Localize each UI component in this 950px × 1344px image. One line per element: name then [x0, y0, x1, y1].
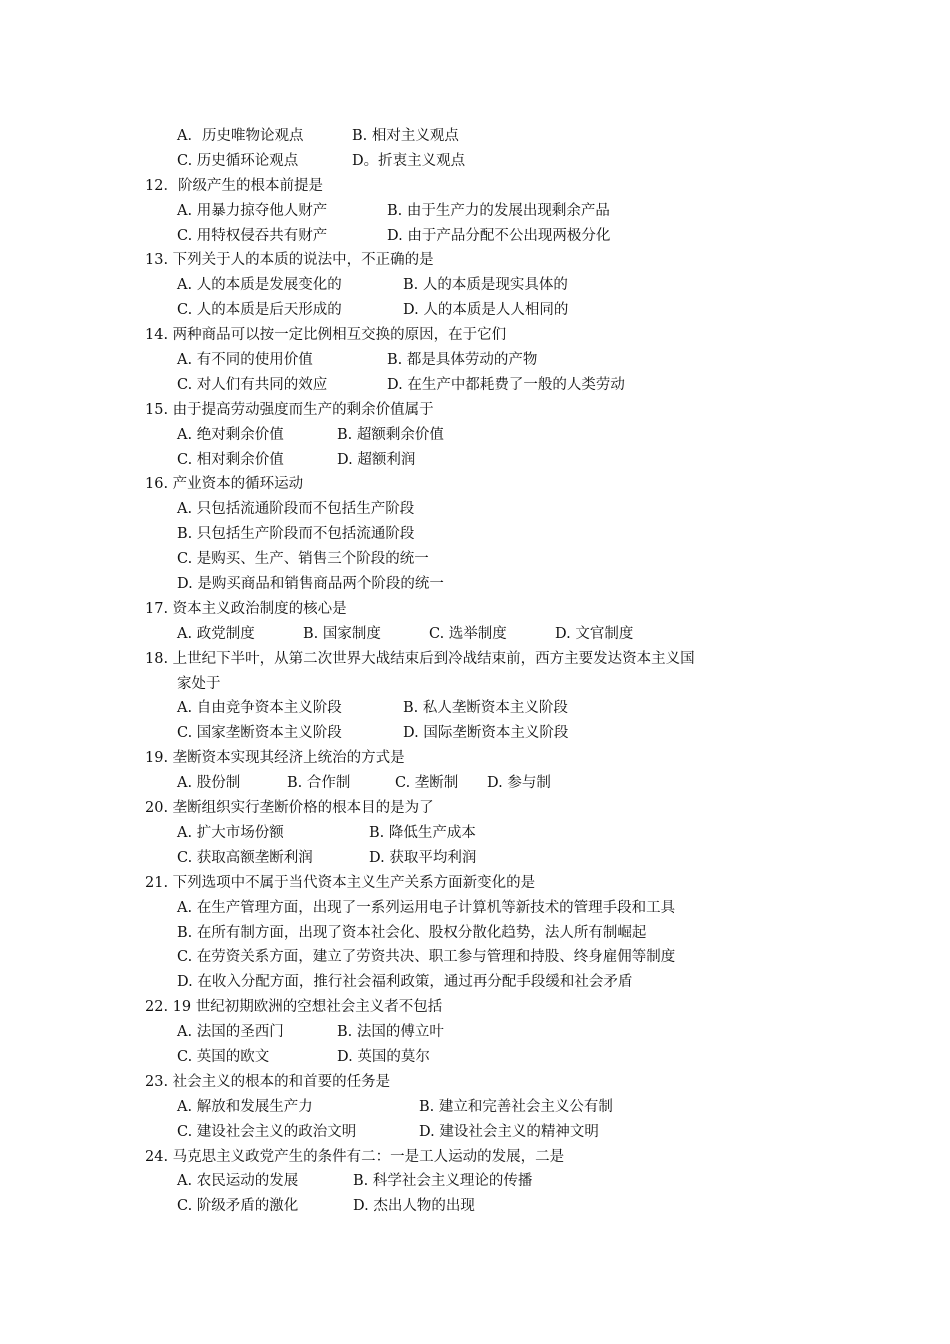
option-row — [145, 298, 805, 323]
option-row — [145, 1095, 805, 1120]
answer-option: A. 自由竞争资本主义阶段 — [177, 700, 342, 717]
answer-option: A. 在生产管理方面，出现了一系列运用电子计算机等新技术的管理手段和工具 — [177, 899, 676, 916]
answer-option: A. 扩大市场份额 — [177, 824, 284, 841]
answer-option: B. 超额剩余价值 — [337, 426, 444, 443]
option-row — [145, 1020, 805, 1045]
answer-option: C. 获取高额垄断利润 — [177, 849, 313, 866]
answer-option: A. 绝对剩余价值 — [177, 426, 284, 443]
answer-option: D. 参与制 — [487, 775, 551, 792]
answer-option: C. 是购买、生产、销售三个阶段的统一 — [177, 551, 429, 568]
option-row — [145, 1045, 805, 1070]
question-text: 13. 下列关于人的本质的说法中，不正确的是 — [145, 252, 434, 269]
answer-option: D。折衷主义观点 — [352, 152, 466, 169]
answer-option: D. 人的本质是人人相同的 — [403, 302, 569, 319]
option-row — [145, 622, 805, 647]
answer-option: D. 文官制度 — [555, 625, 634, 642]
answer-option: D. 获取平均利润 — [369, 849, 477, 866]
answer-option: B. 在所有制方面，出现了资本社会化、股权分散化趋势，法人所有制崛起 — [177, 924, 647, 941]
option-row — [145, 846, 805, 871]
answer-option: C. 用特权侵吞共有财产 — [177, 227, 328, 244]
answer-option: A．历史唯物论观点 — [177, 128, 304, 144]
question-stem — [145, 398, 805, 423]
question-text: 20. 垄断组织实行垄断价格的根本目的是为了 — [145, 800, 434, 817]
question-text: 18. 上世纪下半叶，从第二次世界大战结束后到冷战结束前，西方主要发达资本主义国 — [145, 650, 695, 667]
option-row — [145, 1194, 805, 1219]
answer-option: B. 私人垄断资本主义阶段 — [403, 700, 568, 717]
answer-option: D. 国际垄断资本主义阶段 — [403, 725, 569, 742]
answer-option: C. 历史循环论观点 — [177, 152, 299, 169]
question-text: 22. 19 世纪初期欧洲的空想社会主义者不包括 — [145, 999, 443, 1016]
question-stem-continued — [145, 672, 805, 697]
answer-option: C. 对人们有共同的效应 — [177, 376, 328, 393]
option-row — [145, 224, 805, 249]
answer-option: A. 解放和发展生产力 — [177, 1098, 313, 1115]
answer-option: B. 降低生产成本 — [369, 824, 476, 841]
question-stem — [145, 248, 805, 273]
option-row — [145, 696, 805, 721]
answer-option: A. 用暴力掠夺他人财产 — [177, 202, 328, 219]
question-stem — [145, 1145, 805, 1170]
option-row — [145, 547, 805, 572]
answer-option: C. 选举制度 — [429, 625, 507, 642]
option-row — [145, 896, 805, 921]
answer-option: C. 国家垄断资本主义阶段 — [177, 725, 342, 742]
option-row — [145, 1169, 805, 1194]
answer-option: B. 建立和完善社会主义公有制 — [419, 1098, 613, 1115]
answer-option: C. 相对剩余价值 — [177, 451, 284, 468]
question-text: 15. 由于提高劳动强度而生产的剩余价值属于 — [145, 401, 434, 418]
question-stem — [145, 323, 805, 348]
answer-option: C. 在劳资关系方面，建立了劳资共决、职工参与管理和持股、终身雇佣等制度 — [177, 949, 676, 966]
option-row — [145, 572, 805, 597]
question-text: 12．阶级产生的根本前提是 — [145, 177, 323, 194]
answer-option: B. 都是具体劳动的产物 — [387, 352, 538, 369]
answer-option: B. 人的本质是现实具体的 — [403, 277, 568, 294]
question-text: 16. 产业资本的循环运动 — [145, 476, 304, 493]
question-text: 19. 垄断资本实现其经济上统治的方式是 — [145, 750, 405, 767]
option-row — [145, 1120, 805, 1145]
answer-option: C. 阶级矛盾的激化 — [177, 1198, 299, 1215]
answer-option: B. 相对主义观点 — [352, 128, 459, 144]
answer-option: A. 只包括流通阶段而不包括生产阶段 — [177, 501, 415, 518]
question-text: 14. 两种商品可以按一定比例相互交换的原因，在于它们 — [145, 327, 507, 344]
answer-option: D. 英国的莫尔 — [337, 1048, 430, 1065]
answer-option: D. 建设社会主义的精神文明 — [419, 1123, 599, 1140]
answer-option: B. 合作制 — [287, 775, 351, 792]
question-stem — [145, 647, 805, 672]
option-row — [145, 124, 805, 149]
question-text: 17. 资本主义政治制度的核心是 — [145, 600, 347, 617]
question-stem — [145, 597, 805, 622]
question-stem — [145, 1070, 805, 1095]
question-stem — [145, 995, 805, 1020]
answer-option: A. 政党制度 — [177, 625, 255, 642]
question-stem — [145, 174, 805, 199]
answer-option: A. 人的本质是发展变化的 — [177, 277, 342, 294]
option-row — [145, 970, 805, 995]
option-row — [145, 771, 805, 796]
option-row — [145, 273, 805, 298]
question-text: 24. 马克思主义政党产生的条件有二：一是工人运动的发展，二是 — [145, 1148, 565, 1165]
question-text: 21. 下列选项中不属于当代资本主义生产关系方面新变化的是 — [145, 874, 536, 891]
option-row — [145, 721, 805, 746]
question-stem — [145, 746, 805, 771]
option-row — [145, 373, 805, 398]
answer-option: B. 只包括生产阶段而不包括流通阶段 — [177, 526, 415, 543]
answer-option: A. 有不同的使用价值 — [177, 352, 313, 369]
option-row — [145, 423, 805, 448]
answer-option: B. 法国的傅立叶 — [337, 1024, 444, 1041]
option-row — [145, 199, 805, 224]
answer-option: C. 人的本质是后天形成的 — [177, 302, 342, 319]
answer-option: C. 英国的欧文 — [177, 1048, 270, 1065]
answer-option: D. 是购买商品和销售商品两个阶段的统一 — [177, 576, 444, 593]
question-stem — [145, 871, 805, 896]
answer-option: A. 农民运动的发展 — [177, 1173, 299, 1190]
option-row — [145, 348, 805, 373]
answer-option: B. 科学社会主义理论的传播 — [353, 1173, 533, 1190]
question-text: 23. 社会主义的根本的和首要的任务是 — [145, 1073, 391, 1090]
answer-option: B. 国家制度 — [303, 625, 381, 642]
question-list — [145, 124, 805, 1219]
option-row — [145, 522, 805, 547]
answer-option: D. 在收入分配方面，推行社会福利政策，通过再分配手段缓和社会矛盾 — [177, 974, 633, 991]
option-row — [145, 821, 805, 846]
answer-option: C. 垄断制 — [395, 775, 459, 792]
answer-option: B. 由于生产力的发展出现剩余产品 — [387, 202, 610, 219]
question-stem — [145, 796, 805, 821]
question-text: 家处于 — [177, 675, 221, 692]
answer-option: D. 超额利润 — [337, 451, 416, 468]
option-row — [145, 497, 805, 522]
option-row — [145, 149, 805, 174]
option-row — [145, 448, 805, 473]
answer-option: A. 法国的圣西门 — [177, 1024, 284, 1041]
answer-option: D. 由于产品分配不公出现两极分化 — [387, 227, 611, 244]
option-row — [145, 945, 805, 970]
answer-option: D. 在生产中都耗费了一般的人类劳动 — [387, 376, 625, 393]
answer-option: D. 杰出人物的出现 — [353, 1198, 475, 1215]
answer-option: A. 股份制 — [177, 775, 241, 792]
question-stem — [145, 472, 805, 497]
answer-option: C. 建设社会主义的政治文明 — [177, 1123, 357, 1140]
option-row — [145, 921, 805, 946]
